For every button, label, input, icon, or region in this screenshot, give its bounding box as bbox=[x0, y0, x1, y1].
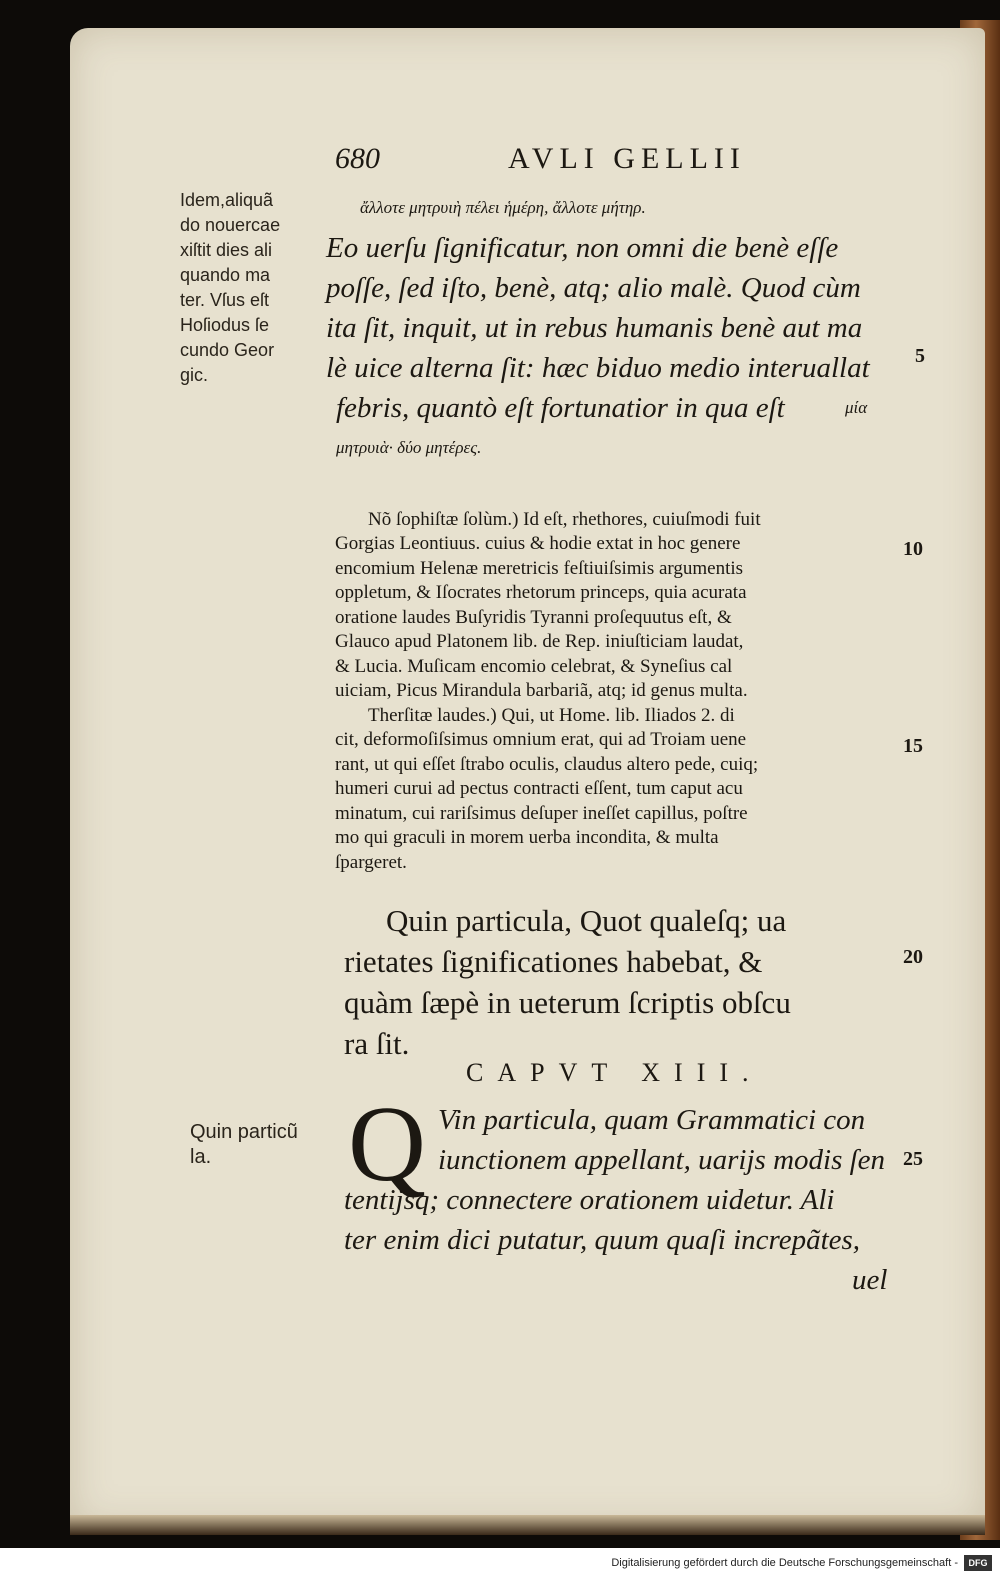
text-line: tentijsq; connectere orationem uidetur. Ali bbox=[344, 1184, 835, 1216]
margin-line: la. bbox=[190, 1146, 212, 1168]
margin-line: xiſtit dies ali bbox=[180, 240, 273, 260]
footer-credit: Digitalisierung gefördert durch die Deutsche Forschungsgemeinschaft - bbox=[611, 1557, 958, 1569]
text-line: ita ſit, inquit, ut in rebus humanis benè aut ma bbox=[326, 312, 863, 344]
chapter-summary-line: quàm ſæpè in ueterum ſcriptis obſcu bbox=[344, 985, 791, 1020]
commentary-line: Therſitæ laudes.) Qui, ut Home. lib. Iliados 2. di bbox=[368, 705, 735, 726]
margin-line: cundo Geor bbox=[180, 340, 275, 360]
commentary-line: mo qui graculi in morem uerba incondita, & multa bbox=[335, 827, 719, 848]
page-number: 680 bbox=[335, 142, 380, 175]
commentary-line: Glauco apud Platonem lib. de Rep. iniuſticiam laudat, bbox=[335, 631, 744, 652]
chapter-heading: CAPVT XIII. bbox=[466, 1058, 763, 1087]
greek-word: μία bbox=[845, 398, 868, 417]
text-line: febris, quantò eſt fortunatior in qua eſt bbox=[336, 392, 785, 424]
commentary-line: humeri curui ad pectus contracti eſſent, tum caput acu bbox=[335, 778, 743, 799]
margin-line: ter. Vſus eſt bbox=[180, 290, 270, 310]
commentary-line: rant, ut qui eſſet ſtrabo oculis, claudus altero pede, cuiq; bbox=[335, 754, 759, 775]
line-number: 15 bbox=[903, 735, 923, 757]
commentary-line: uiciam, Picus Mirandula barbariã, atq; id genus multa. bbox=[335, 680, 748, 701]
catchword: uel bbox=[852, 1264, 888, 1296]
running-title: AVLI GELLII bbox=[508, 142, 746, 175]
commentary-line: minatum, cui rariſsimus deſuper ineſſet capillus, poſtre bbox=[335, 803, 748, 824]
line-number: 5 bbox=[915, 345, 925, 367]
margin-note-hesiod bbox=[180, 188, 280, 388]
text-line: poſſe, ſed iſto, benè, atq; alio malè. Quod cùm bbox=[326, 272, 861, 304]
text-line: Vin particula, quam Grammatici con bbox=[438, 1104, 866, 1136]
margin-line: gic. bbox=[180, 365, 209, 385]
commentary-line: encomium Helenæ meretricis feſtiuiſsimis argumentis bbox=[335, 558, 744, 579]
commentary-line: oratione laudes Buſyridis Tyranni proſequutus eſt, & bbox=[335, 607, 732, 628]
commentary-line: Nõ ſophiſtæ ſolùm.) Id eſt, rhethores, cuiuſmodi fuit bbox=[368, 509, 761, 530]
text-line: ter enim dici putatur, quum quaſi increpãtes, bbox=[344, 1224, 861, 1256]
drop-cap-initial: Q bbox=[348, 1085, 426, 1204]
commentary-line: Gorgias Leontiuus. cuius & hodie extat in hoc genere bbox=[335, 533, 741, 554]
page-bottom-edge bbox=[70, 1515, 985, 1535]
commentary-line: oppletum, & Iſocrates rhetorum princeps, quia acurata bbox=[335, 582, 747, 603]
line-number: 25 bbox=[903, 1148, 923, 1170]
commentary-line: ſpargeret. bbox=[335, 852, 407, 873]
text-line: lè uice alterna ſit: hæc biduo medio interuallat bbox=[326, 352, 870, 384]
chapter-summary-line: Quin particula, Quot qualeſq; ua bbox=[386, 903, 787, 938]
line-number: 20 bbox=[903, 946, 923, 968]
margin-line: Idem,aliquã bbox=[180, 190, 274, 210]
margin-line: do nouercae bbox=[180, 215, 281, 235]
margin-line: Quin particũ bbox=[190, 1121, 298, 1143]
margin-line: quando ma bbox=[180, 265, 271, 285]
text-line: iunctionem appellant, uarijs modis ſen bbox=[438, 1144, 886, 1176]
commentary-line: & Lucia. Muſicam encomio celebrat, & Syneſius cal bbox=[335, 656, 733, 677]
chapter-summary-line: rietates ſignificationes habebat, & bbox=[344, 944, 763, 979]
dfg-logo: DFG bbox=[964, 1555, 992, 1571]
commentary-line: cit, deformoſiſsimus omnium erat, qui ad Troiam uene bbox=[335, 729, 747, 750]
greek-verse-line: ἄλλοτε μητρυιὴ πέλει ἡμέρη, ἄλλοτε μήτηρ. bbox=[360, 198, 646, 217]
line-number: 10 bbox=[903, 538, 923, 560]
chapter-summary-line: ra ſit. bbox=[344, 1026, 410, 1061]
text-line: Eo uerſu ſignificatur, non omni die benè eſſe bbox=[326, 232, 839, 264]
margin-note-quin bbox=[190, 1120, 298, 1170]
greek-verse-line: μητρυιὰ· δύο μητέρες. bbox=[336, 438, 482, 457]
digitization-footer bbox=[0, 1548, 1000, 1582]
margin-line: Hoſiodus ſe bbox=[180, 315, 270, 335]
